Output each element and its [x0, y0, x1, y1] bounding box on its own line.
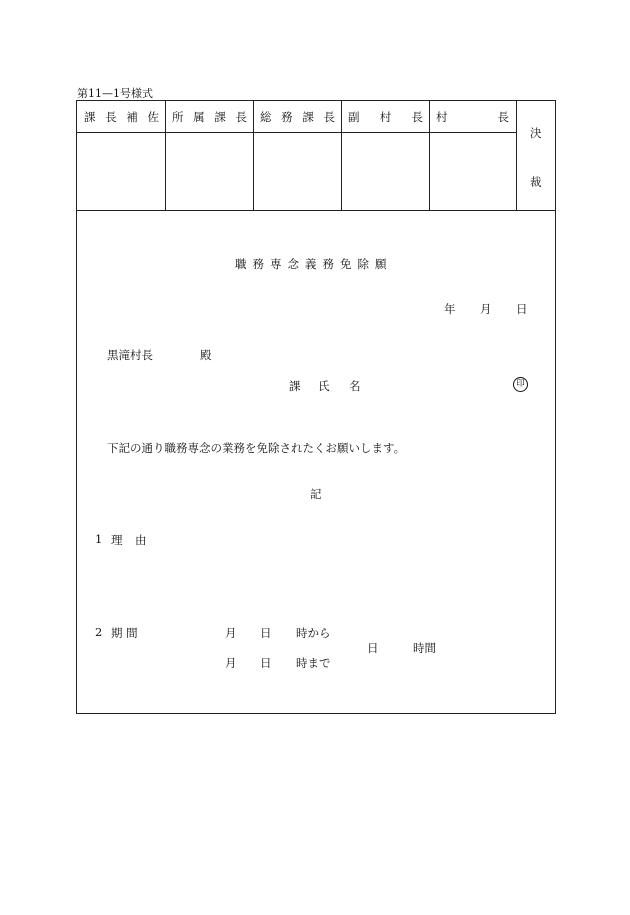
- approval-column-divider: [253, 101, 254, 210]
- item1-label-b: 由: [135, 533, 147, 547]
- approval-column-divider: [516, 101, 517, 210]
- header-char: 補: [126, 110, 138, 124]
- period-total-hours: 時間: [413, 641, 436, 655]
- kessai-char-1: 決: [530, 126, 542, 140]
- item1-label-a: 理: [111, 533, 123, 547]
- addressee-name: 黒滝村長: [107, 348, 153, 362]
- header-somu-kacho: [260, 110, 335, 124]
- period-total-days: 日: [367, 641, 379, 655]
- period-from-day: 日: [260, 626, 272, 640]
- period-to-day: 日: [260, 656, 272, 670]
- period-to-month: 月: [225, 656, 237, 670]
- header-kacho-hosa: [84, 110, 159, 124]
- header-char: 属: [193, 110, 205, 124]
- applicant-name-label-1: 氏: [318, 379, 330, 393]
- item2-label: 期 間: [111, 626, 138, 640]
- item1-number: 1: [95, 532, 103, 546]
- date-month-label: 月: [480, 302, 492, 316]
- header-char: 長: [411, 110, 423, 124]
- seal-mark: 印: [513, 377, 528, 392]
- addressee-honorific: 殿: [200, 348, 212, 362]
- date-day-label: 日: [516, 302, 528, 316]
- header-char: 所: [172, 110, 184, 124]
- header-char: 務: [281, 110, 293, 124]
- header-shozoku-kacho: [172, 110, 247, 124]
- ki-heading: 記: [310, 487, 322, 501]
- item2-number: 2: [95, 625, 103, 639]
- header-char: 長: [323, 110, 335, 124]
- approval-column-divider: [341, 101, 342, 210]
- document-title: 職務専念義務免除願: [235, 257, 393, 271]
- header-char: 課: [84, 110, 96, 124]
- approval-column-divider: [429, 101, 430, 210]
- header-char: 課: [214, 110, 226, 124]
- approval-table: [76, 100, 556, 211]
- header-char: 総: [260, 110, 272, 124]
- header-char: 佐: [147, 110, 159, 124]
- header-char: 村: [379, 110, 392, 124]
- header-char: 課: [302, 110, 314, 124]
- header-char: 長: [235, 110, 247, 124]
- date-year-label: 年: [444, 302, 456, 316]
- approval-header-divider: [77, 132, 516, 133]
- applicant-name-label-2: 名: [349, 379, 361, 393]
- kessai-char-2: 裁: [530, 175, 542, 189]
- header-fukusoncho: [348, 110, 423, 124]
- header-char: 村: [436, 110, 448, 124]
- header-char: 副: [348, 110, 360, 124]
- request-text: 下記の通り職務専念の業務を免除されたくお願いします。: [107, 441, 406, 455]
- header-char: 長: [105, 110, 117, 124]
- applicant-dept-label: 課: [289, 379, 301, 393]
- period-from-month: 月: [225, 626, 237, 640]
- period-to-suffix: 時まで: [296, 656, 331, 670]
- header-soncho: [436, 110, 509, 124]
- form-number: 第11—1号様式: [77, 87, 153, 100]
- period-from-suffix: 時から: [296, 626, 331, 640]
- approval-column-divider: [165, 101, 166, 210]
- header-char: 長: [497, 110, 509, 124]
